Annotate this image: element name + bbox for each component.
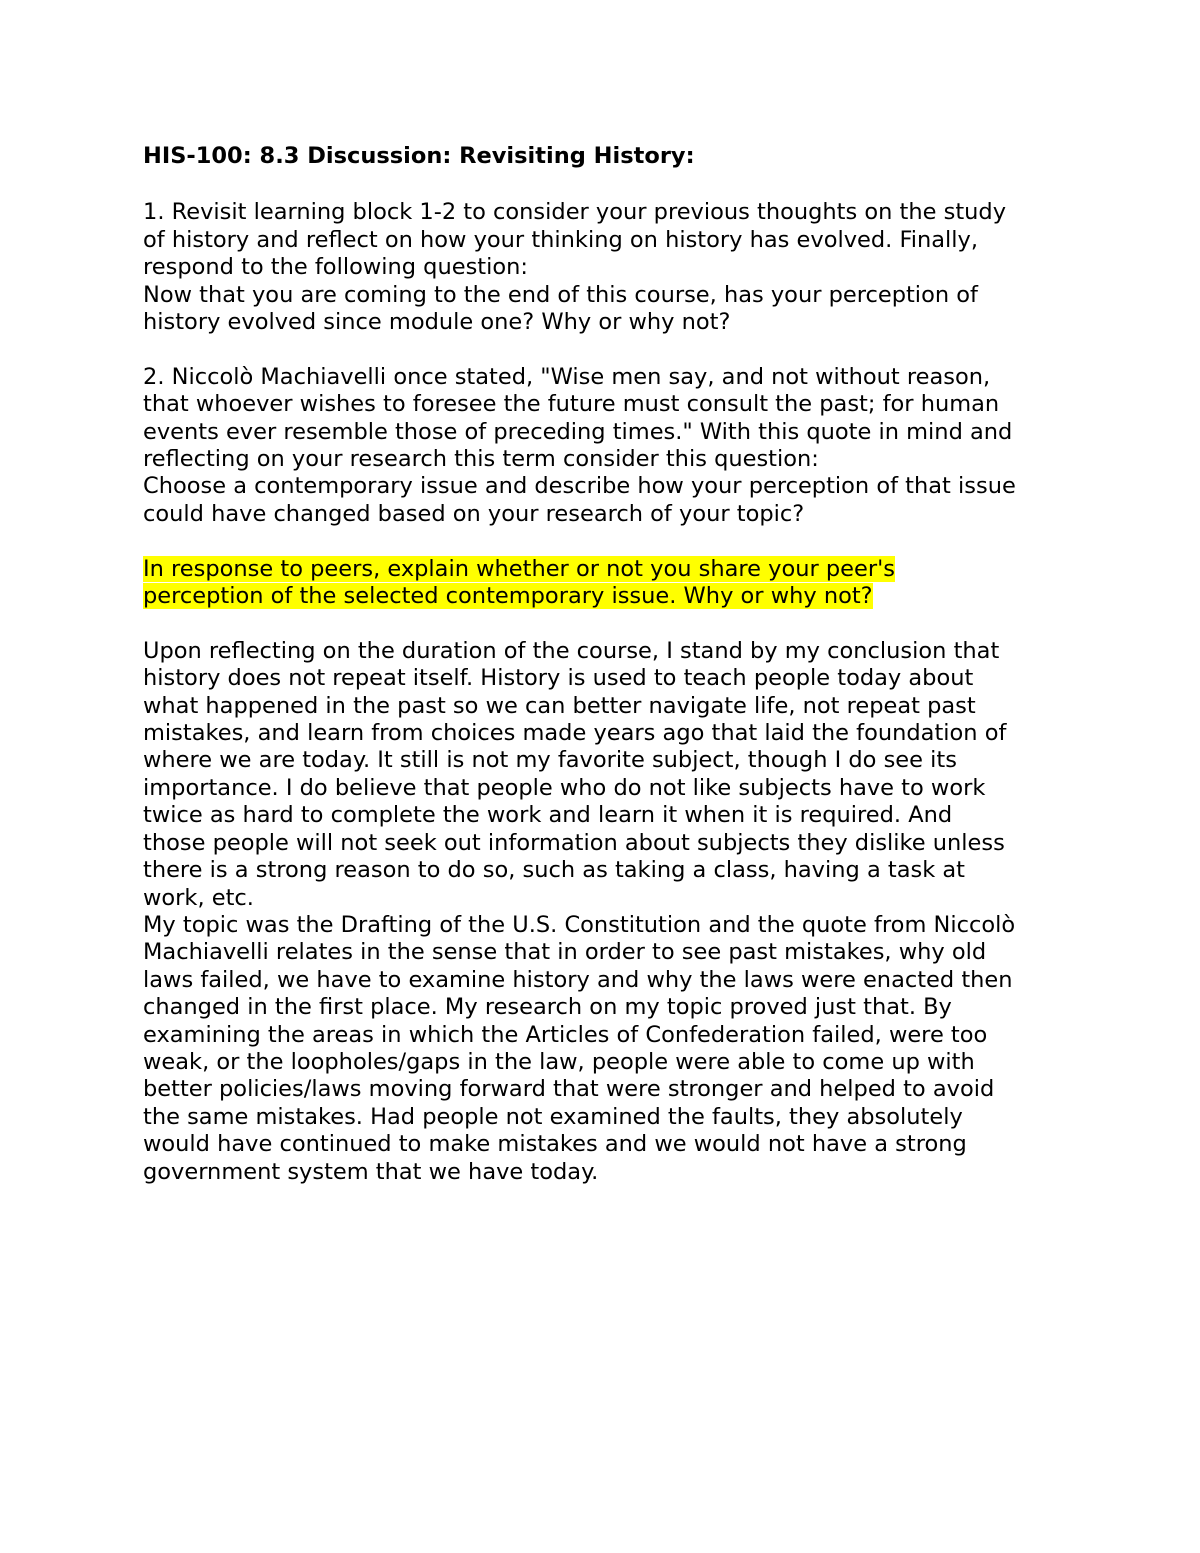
question-2-line: 2. Niccolò Machiavelli once stated, "Wise men say, and not without reason, [143, 363, 991, 390]
answer-line: importance. I do believe that people who do not like subjects have to work [143, 774, 986, 801]
question-1 [143, 199, 1083, 336]
answer-line: Upon reflecting on the duration of the course, I stand by my conclusion that [143, 637, 1000, 664]
question-2 [143, 364, 1083, 528]
question-1-line: history evolved since module one? Why or why not? [143, 309, 731, 336]
peer-prompt [143, 556, 1083, 611]
document-page [143, 140, 1083, 1186]
question-2-line: could have changed based on your research of your topic? [143, 500, 805, 527]
answer-line: where we are today. It still is not my favorite subject, though I do see its [143, 747, 957, 774]
answer-line: better policies/laws moving forward that were stronger and helped to avoid [143, 1076, 995, 1103]
question-1-line: respond to the following question: [143, 254, 528, 281]
answer-line: laws failed, we have to examine history and why the laws were enacted then [143, 966, 1013, 993]
answer-line: examining the areas in which the Articles of Confederation failed, were too [143, 1021, 988, 1048]
paragraph-spacer [143, 610, 1083, 637]
answer-line: work, etc. [143, 884, 254, 911]
answer-line: twice as hard to complete the work and learn it when it is required. And [143, 802, 953, 829]
answer-line: history does not repeat itself. History is used to teach people today about [143, 665, 974, 692]
answer-line: those people will not seek out information about subjects they dislike unless [143, 829, 1005, 856]
answer-line: mistakes, and learn from choices made years ago that laid the foundation of [143, 720, 1007, 747]
answer-line: My topic was the Drafting of the U.S. Constitution and the quote from Niccolò [143, 911, 1016, 938]
answer-line: Machiavelli relates in the sense that in order to see past mistakes, why old [143, 939, 987, 966]
question-2-line: events ever resemble those of preceding times." With this quote in mind and [143, 418, 1013, 445]
question-1-line: 1. Revisit learning block 1-2 to consider your previous thoughts on the study [143, 199, 1007, 226]
paragraph-spacer [143, 528, 1083, 555]
question-1-line: of history and reflect on how your thinking on history has evolved. Finally, [143, 226, 979, 253]
answer-paragraph-2 [143, 912, 1083, 1186]
answer-line: would have continued to make mistakes and we would not have a strong [143, 1131, 967, 1158]
paragraph-spacer [143, 336, 1083, 363]
answer-line: the same mistakes. Had people not examined the faults, they absolutely [143, 1103, 963, 1130]
answer-line: what happened in the past so we can better navigate life, not repeat past [143, 692, 976, 719]
answer-line: there is a strong reason to do so, such as taking a class, having a task at [143, 857, 966, 884]
question-2-line: Choose a contemporary issue and describe how your perception of that issue [143, 473, 1016, 500]
question-2-line: reflecting on your research this term consider this question: [143, 446, 819, 473]
answer-line: weak, or the loopholes/gaps in the law, people were able to come up with [143, 1048, 975, 1075]
question-1-line: Now that you are coming to the end of this course, has your perception of [143, 281, 978, 308]
question-2-line: that whoever wishes to foresee the future must consult the past; for human [143, 391, 1000, 418]
peer-prompt-highlight: perception of the selected contemporary issue. Why or why not? [143, 583, 873, 610]
answer-line: changed in the first place. My research on my topic proved just that. By [143, 994, 952, 1021]
document-title: HIS-100: 8.3 Discussion: Revisiting History: [143, 143, 695, 169]
answer-paragraph-1 [143, 638, 1083, 912]
peer-prompt-highlight: In response to peers, explain whether or not you share your peer's [143, 555, 896, 582]
answer-line: government system that we have today. [143, 1158, 599, 1185]
